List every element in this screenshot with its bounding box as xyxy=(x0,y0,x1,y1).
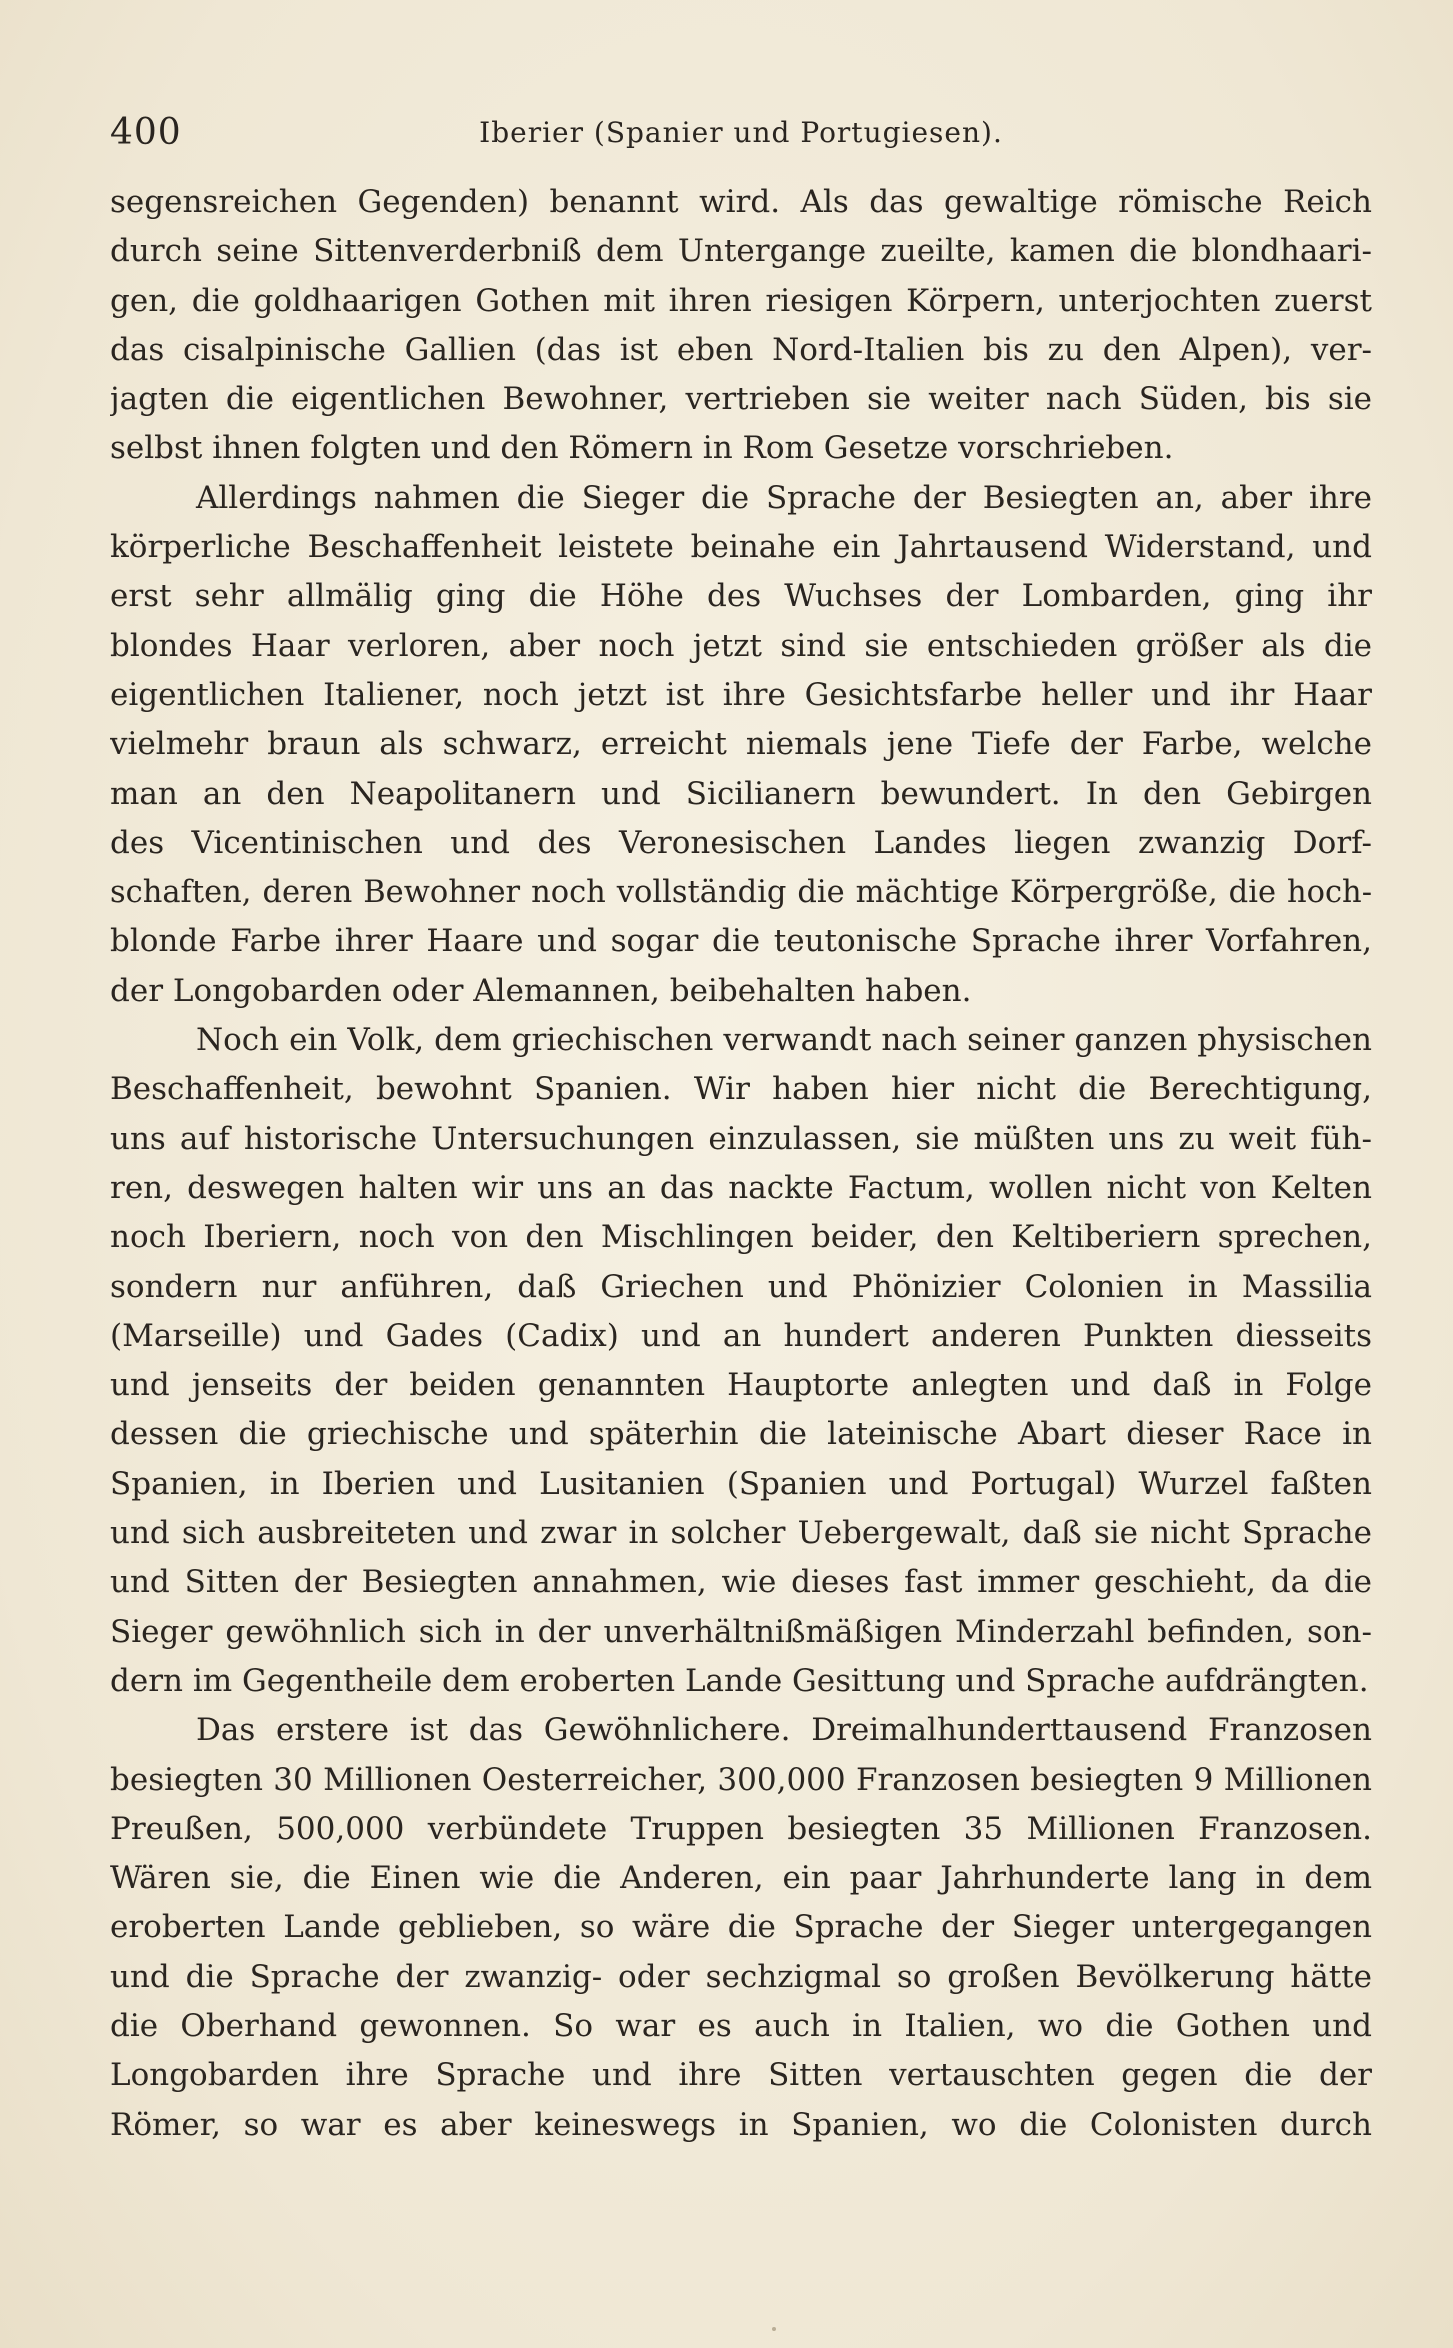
text-line: körperliche Beschaffenheit leistete beinahe ein Jahrtausend Widerstand, und xyxy=(110,529,1372,566)
text-line: gen, die goldhaarigen Gothen mit ihren riesigen Körpern, unterjochten zuerst xyxy=(110,282,1372,319)
text-line: und die Sprache der zwanzig- oder sechzigmal so großen Bevölkerung hätte xyxy=(110,1958,1372,1995)
text-line: und sich ausbreiteten und zwar in solcher Uebergewalt, daß sie nicht Sprache xyxy=(110,1515,1372,1552)
text-line: ren, deswegen halten wir uns an das nackte Factum, wollen nicht von Kelten xyxy=(110,1169,1372,1206)
text-line: eigentlichen Italiener, noch jetzt ist ihre Gesichtsfarbe heller und ihr Haar xyxy=(110,676,1372,713)
text-line: uns auf historische Untersuchungen einzulassen, sie müßten uns zu weit füh- xyxy=(110,1120,1372,1157)
text-line: Römer, so war es aber keineswegs in Spanien, wo die Colonisten durch xyxy=(110,2106,1372,2143)
text-line: segensreichen Gegenden) benannt wird. Als das gewaltige römische Reich xyxy=(110,184,1372,220)
text-line: das cisalpinische Gallien (das ist eben Nord-Italien bis zu den Alpen), ver- xyxy=(110,331,1372,368)
text-line: des Vicentinischen und des Veronesischen Landes liegen zwanzig Dorf- xyxy=(110,824,1372,861)
text-line: Beschaffenheit, bewohnt Spanien. Wir haben hier nicht die Berechtigung, xyxy=(110,1071,1372,1108)
text-line: jagten die eigentlichen Bewohner, vertrieben sie weiter nach Süden, bis sie xyxy=(110,381,1372,418)
text-line: Sieger gewöhnlich sich in der unverhältnißmäßigen Minderzahl befinden, son- xyxy=(110,1613,1372,1650)
text-line: schaften, deren Bewohner noch vollständig die mächtige Körpergröße, die hoch- xyxy=(110,875,1372,911)
text-line: Longobarden ihre Sprache und ihre Sitten vertauschten gegen die der xyxy=(110,2057,1372,2094)
text-line: Wären sie, die Einen wie die Anderen, ein paar Jahrhunderte lang in dem xyxy=(110,1860,1372,1897)
text-line: und Sitten der Besiegten annahmen, wie dieses fast immer geschieht, da die xyxy=(110,1564,1372,1601)
text-line: Allerdings nahmen die Sieger die Sprache der Besiegten an, aber ihre xyxy=(196,479,1372,516)
text-line: dessen die griechische und späterhin die lateinische Abart dieser Race in xyxy=(110,1416,1372,1453)
text-line: vielmehr braun als schwarz, erreicht niemals jene Tiefe der Farbe, welche xyxy=(110,726,1372,763)
text-line: Spanien, in Iberien und Lusitanien (Spanien und Portugal) Wurzel faßten xyxy=(110,1465,1372,1502)
text-line: blondes Haar verloren, aber noch jetzt sind sie entschieden größer als die xyxy=(110,627,1372,664)
text-line: sondern nur anführen, daß Griechen und Phönizier Colonien in Massilia xyxy=(110,1268,1372,1305)
text-line: (Marseille) und Gades (Cadix) und an hundert anderen Punkten diesseits xyxy=(110,1317,1372,1354)
text-line: durch seine Sittenverderbniß dem Untergange zueilte, kamen die blondhaari- xyxy=(110,233,1372,270)
text-line: erst sehr allmälig ging die Höhe des Wuchses der Lombarden, ging ihr xyxy=(110,578,1372,615)
paper-speck xyxy=(772,2327,776,2331)
text-line: noch Iberiern, noch von den Mischlingen beider, den Keltiberiern sprechen, xyxy=(110,1219,1372,1256)
text-line: blonde Farbe ihrer Haare und sogar die teutonische Sprache ihrer Vorfahren, xyxy=(110,923,1372,960)
body-text xyxy=(110,178,1372,2150)
text-line: man an den Neapolitanern und Sicilianern bewundert. In den Gebirgen xyxy=(110,775,1372,812)
text-line: der Longobarden oder Alemannen, beibehalten haben. xyxy=(110,972,972,1009)
text-line: dern im Gegentheile dem eroberten Lande Gesittung und Sprache aufdrängten. xyxy=(110,1662,1369,1699)
text-line: eroberten Lande geblieben, so wäre die Sprache der Sieger untergegangen xyxy=(110,1909,1372,1946)
page-number: 400 xyxy=(110,112,182,153)
text-line: selbst ihnen folgten und den Römern in Rom Gesetze vorschrieben. xyxy=(110,430,1174,467)
text-line: Das erstere ist das Gewöhnlichere. Dreimalhunderttausend Franzosen xyxy=(196,1712,1372,1749)
text-line: Noch ein Volk, dem griechischen verwandt nach seiner ganzen physischen xyxy=(196,1022,1372,1059)
text-line: und jenseits der beiden genannten Hauptorte anlegten und daß in Folge xyxy=(110,1367,1372,1404)
text-line: die Oberhand gewonnen. So war es auch in Italien, wo die Gothen und xyxy=(110,2007,1372,2044)
text-line: besiegten 30 Millionen Oesterreicher, 300,000 Franzosen besiegten 9 Millionen xyxy=(110,1761,1372,1798)
text-line: Preußen, 500,000 verbündete Truppen besiegten 35 Millionen Franzosen. xyxy=(110,1810,1372,1847)
running-title: Iberier (Spanier und Portugiesen). xyxy=(479,116,1003,149)
page-header xyxy=(110,108,1372,158)
